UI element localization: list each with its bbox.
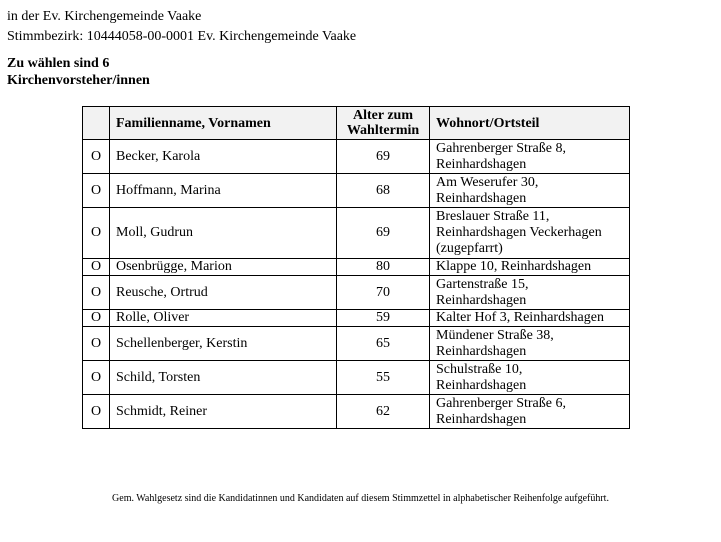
age-header-line: Wahltermin (346, 123, 420, 138)
vote-circle[interactable]: O (83, 310, 110, 327)
candidate-age: 69 (337, 208, 430, 259)
address-line: Reinhardshagen (436, 190, 527, 206)
age-column-header (337, 107, 430, 140)
address-line: Kalter Hof 3, Reinhardshagen (436, 310, 604, 325)
footnote: Gem. Wahlgesetz sind die Kandidatinnen und Kandidaten auf diesem Stimmzettel in alphabetischer Reihenfolge aufgeführt. (112, 493, 609, 504)
table-row (83, 208, 630, 259)
candidate-rows (83, 140, 630, 429)
vote-circle[interactable]: O (83, 140, 110, 174)
candidate-name: Osenbrügge, Marion (110, 259, 337, 276)
address-line: Gahrenberger Straße 8, (436, 140, 566, 156)
candidate-age: 69 (337, 140, 430, 174)
address-line: (zugepfarrt) (436, 241, 503, 256)
table-header-row (83, 107, 630, 140)
candidate-address (430, 361, 630, 395)
vote-circle[interactable]: O (83, 208, 110, 259)
candidate-table (82, 106, 630, 429)
age-header-line: Alter zum (353, 108, 413, 123)
candidate-name: Rolle, Oliver (110, 310, 337, 327)
mark-column-header (83, 107, 110, 140)
table-row (83, 327, 630, 361)
candidate-age: 59 (337, 310, 430, 327)
vote-circle[interactable]: O (83, 259, 110, 276)
candidate-address (430, 276, 630, 310)
vote-circle[interactable]: O (83, 361, 110, 395)
address-line: Reinhardshagen (436, 156, 527, 172)
table-row (83, 174, 630, 208)
candidate-age: 62 (337, 395, 430, 429)
vote-circle[interactable]: O (83, 276, 110, 310)
table-row (83, 395, 630, 429)
address-line: Gartenstraße 15, (436, 276, 529, 292)
vote-circle[interactable]: O (83, 174, 110, 208)
address-line: Am Weserufer 30, (436, 174, 539, 190)
candidate-name: Becker, Karola (110, 140, 337, 174)
office-line: Kirchenvorsteher/innen (7, 73, 150, 88)
address-line: Schulstraße 10, (436, 361, 523, 377)
candidate-address (430, 310, 630, 327)
address-line: Breslauer Straße 11, (436, 209, 550, 224)
candidate-name: Hoffmann, Marina (110, 174, 337, 208)
election-heading (7, 55, 150, 89)
address-line: Reinhardshagen (436, 292, 527, 308)
candidate-name: Schellenberger, Kerstin (110, 327, 337, 361)
candidate-age: 68 (337, 174, 430, 208)
address-line: Reinhardshagen (436, 411, 527, 427)
address-line: Reinhardshagen (436, 377, 527, 393)
name-column-header: Familienname, Vornamen (110, 107, 337, 140)
candidate-address (430, 395, 630, 429)
vote-circle[interactable]: O (83, 395, 110, 429)
candidate-name: Reusche, Ortrud (110, 276, 337, 310)
vote-circle[interactable]: O (83, 327, 110, 361)
candidate-name: Schild, Torsten (110, 361, 337, 395)
table-row (83, 276, 630, 310)
table-row (83, 361, 630, 395)
candidate-age: 80 (337, 259, 430, 276)
candidate-age: 65 (337, 327, 430, 361)
address-line: Reinhardshagen Veckerhagen (436, 225, 602, 240)
candidate-age: 70 (337, 276, 430, 310)
table-row (83, 310, 630, 327)
candidate-name: Moll, Gudrun (110, 208, 337, 259)
candidate-name: Schmidt, Reiner (110, 395, 337, 429)
parish-line: in der Ev. Kirchengemeinde Vaake (7, 9, 202, 24)
address-line: Mündener Straße 38, (436, 327, 554, 343)
address-column-header: Wohnort/Ortsteil (430, 107, 630, 140)
address-line: Klappe 10, Reinhardshagen (436, 259, 592, 274)
candidate-address (430, 327, 630, 361)
address-line: Gahrenberger Straße 6, (436, 395, 566, 411)
address-line: Reinhardshagen (436, 343, 527, 359)
table-row (83, 259, 630, 276)
candidate-address (430, 174, 630, 208)
candidate-age: 55 (337, 361, 430, 395)
ballot-header (7, 7, 356, 47)
candidate-address (430, 208, 630, 259)
candidate-address (430, 259, 630, 276)
table-row (83, 140, 630, 174)
seats-line: Zu wählen sind 6 (7, 56, 110, 71)
district-line: Stimmbezirk: 10444058-00-0001 Ev. Kirchengemeinde Vaake (7, 29, 357, 44)
candidate-address (430, 140, 630, 174)
